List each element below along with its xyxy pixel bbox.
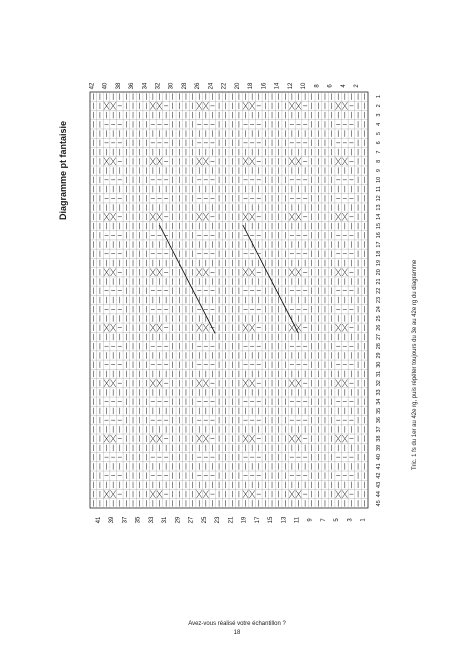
row-label: 32 — [155, 82, 162, 90]
column-number: 41 — [376, 463, 382, 470]
row-label: 14 — [274, 82, 281, 90]
column-number: 7 — [376, 150, 382, 154]
row-label: 34 — [142, 82, 149, 90]
column-number: 34 — [376, 398, 382, 405]
column-number: 33 — [376, 389, 382, 396]
column-number: 2 — [376, 104, 382, 108]
row-label: 3 — [347, 518, 354, 522]
column-number: 43 — [376, 481, 382, 488]
column-number: 38 — [376, 435, 382, 442]
column-number: 35 — [376, 407, 382, 414]
row-label: 30 — [168, 82, 175, 90]
column-number: 3 — [376, 113, 382, 117]
row-label: 15 — [268, 516, 275, 524]
column-number: 31 — [376, 370, 382, 378]
column-number: 30 — [376, 361, 382, 368]
row-label: 39 — [109, 516, 116, 524]
column-number: 1 — [376, 95, 382, 99]
column-number: 26 — [376, 324, 382, 331]
row-label: 35 — [135, 516, 142, 524]
column-number: 9 — [376, 169, 382, 173]
row-label: 12 — [287, 82, 294, 90]
column-number: 19 — [376, 259, 382, 267]
column-number: 12 — [376, 195, 382, 202]
row-label: 41 — [95, 516, 102, 524]
row-label: 13 — [281, 516, 288, 524]
column-number: 17 — [376, 241, 382, 248]
row-label: 25 — [201, 516, 208, 524]
column-number: 4 — [376, 122, 382, 126]
row-label: 40 — [102, 82, 109, 90]
row-label: 8 — [314, 84, 321, 88]
row-label: 38 — [115, 82, 122, 90]
column-number: 40 — [376, 454, 382, 461]
row-label: 23 — [215, 516, 222, 524]
column-number: 21 — [376, 278, 382, 285]
row-label: 27 — [188, 516, 195, 524]
row-label: 16 — [261, 82, 268, 90]
column-number: 11 — [376, 186, 382, 192]
column-number: 44 — [376, 491, 382, 498]
instruction-note: Tric. 1 fs du 1er au 42e rg, puis répéter toujours du 3e au 42e rg du diagramme — [412, 259, 418, 470]
row-label: 7 — [320, 518, 327, 522]
column-number: 42 — [376, 472, 382, 479]
column-number: 15 — [376, 222, 382, 230]
cable-line — [243, 225, 299, 333]
column-number: 24 — [376, 306, 382, 313]
column-number: 45 — [376, 500, 382, 507]
row-label: 21 — [228, 516, 235, 524]
column-number: 36 — [376, 417, 382, 424]
row-label: 9 — [307, 518, 314, 522]
row-label: 19 — [241, 516, 248, 524]
row-label: 2 — [354, 84, 361, 88]
row-label: 18 — [248, 82, 255, 90]
column-number: 20 — [376, 269, 382, 276]
footer-question: Avez-vous réalisé votre échantillon ? — [188, 621, 286, 627]
row-label: 4 — [340, 84, 347, 88]
column-number: 22 — [376, 287, 382, 294]
column-number: 25 — [376, 315, 382, 322]
column-number: 39 — [376, 444, 382, 451]
column-number: 23 — [376, 296, 382, 304]
column-number: 32 — [376, 380, 382, 387]
row-label: 31 — [162, 516, 169, 524]
column-number: 18 — [376, 250, 382, 257]
column-number: 28 — [376, 343, 382, 350]
row-label: 22 — [221, 82, 228, 90]
column-number: 6 — [376, 141, 382, 145]
row-label: 29 — [175, 516, 182, 524]
row-label: 42 — [89, 82, 96, 90]
cable-line — [160, 225, 216, 333]
row-label: 37 — [122, 516, 129, 524]
row-label: 1 — [360, 518, 367, 522]
diagram-title: Diagramme pt fantaisie — [58, 120, 68, 220]
column-number: 29 — [376, 352, 382, 359]
row-label: 20 — [234, 82, 241, 90]
column-number: 16 — [376, 232, 382, 239]
row-label: 5 — [334, 518, 341, 522]
row-label: 17 — [254, 516, 261, 524]
row-label: 26 — [195, 82, 202, 90]
column-number: 10 — [376, 176, 382, 183]
row-label: 24 — [208, 82, 215, 90]
column-number: 8 — [376, 159, 382, 163]
row-label: 11 — [294, 516, 301, 524]
page-number: 18 — [233, 630, 241, 636]
row-label: 28 — [181, 82, 188, 90]
column-number: 13 — [376, 204, 382, 211]
row-label: 33 — [148, 516, 155, 524]
row-label: 10 — [301, 82, 308, 90]
row-label: 6 — [327, 84, 334, 88]
row-label: 36 — [129, 82, 136, 90]
column-number: 27 — [376, 333, 382, 341]
column-number: 5 — [376, 132, 382, 136]
column-number: 37 — [376, 426, 382, 433]
column-number: 14 — [376, 213, 382, 220]
